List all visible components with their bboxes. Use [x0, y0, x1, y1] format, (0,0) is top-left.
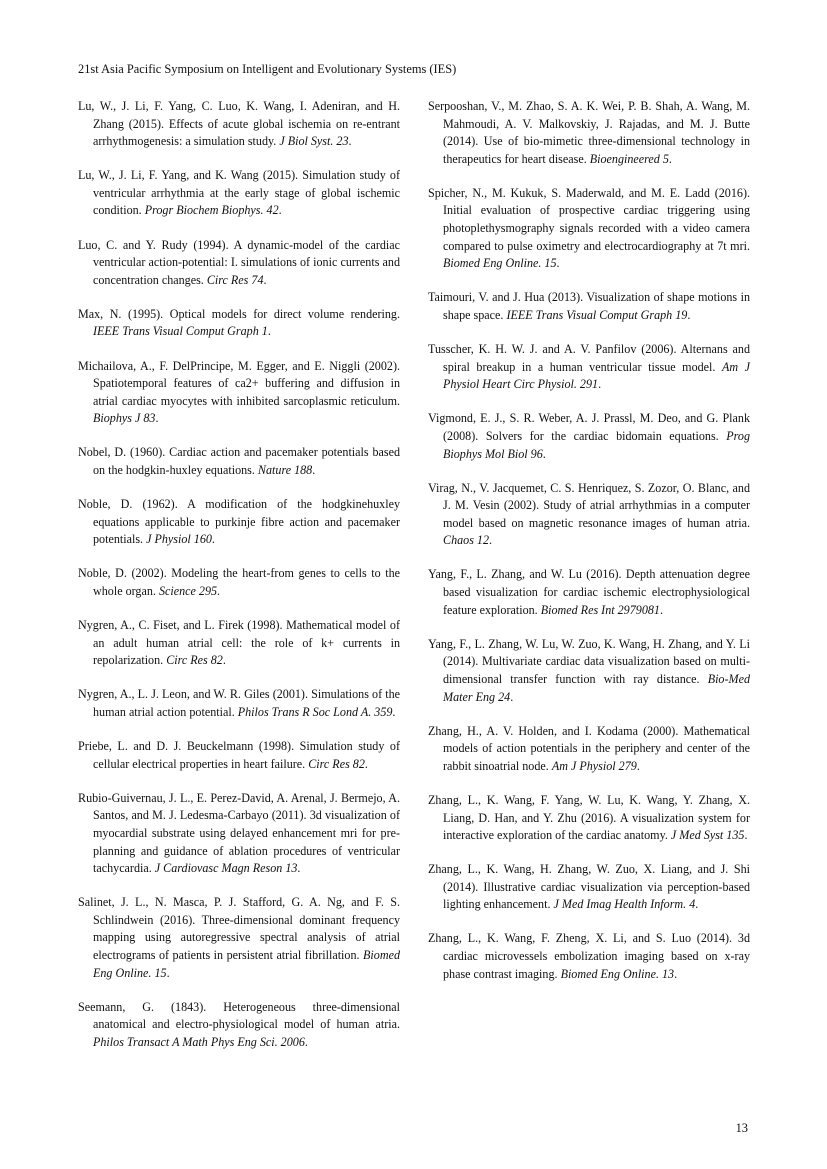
reference-text: Zhang, L., K. Wang, F. Yang, W. Lu, K. Wang, Y. Zhang, X. Liang, D. Han, and Y. Zhu (2016). A visualization system for interactive exploration of the cardiac anatomy.: [428, 792, 750, 843]
reference-end: .: [348, 134, 352, 149]
reference-entry: [428, 410, 750, 463]
reference-venue: Biomed Eng Online. 15: [443, 256, 557, 271]
reference-text: Salinet, J. L., N. Masca, P. J. Stafford, G. A. Ng, and F. S. Schlindwein (2016). Three-dimensional dominant frequency mapping using autoregressive spectral analysis of atrial electrograms of patients in persistent atrial fibrillation.: [78, 895, 400, 962]
reference-end: .: [263, 272, 267, 287]
reference-end: .: [489, 533, 493, 548]
reference-entry: [78, 894, 400, 982]
reference-entry: [428, 861, 750, 914]
reference-entry: [78, 738, 400, 773]
reference-venue: Biomed Res Int 2979081: [540, 602, 660, 617]
reference-text: Spicher, N., M. Kukuk, S. Maderwald, and M. E. Ladd (2016). Initial evaluation of prospective cardiac triggering using photoplethysmography signals recorded with a video camera compared to pulse oximetry and electrocardiography at 7t mri.: [428, 185, 750, 253]
reference-text: Luo, C. and Y. Rudy (1994). A dynamic-model of the cardiac ventricular action-potential: I. simulations of ionic currents and concentration changes.: [78, 237, 400, 287]
reference-text: Tusscher, K. H. W. J. and A. V. Panfilov (2006). Alternans and spiral breakup in a human ventricular tissue model.: [428, 342, 750, 374]
reference-entry: [428, 98, 750, 168]
reference-end: .: [542, 446, 546, 461]
reference-text: Noble, D. (2002). Modeling the heart-from genes to cells to the whole organ.: [78, 566, 400, 598]
reference-venue: Philos Transact A Math Phys Eng Sci. 2006: [93, 1034, 305, 1049]
reference-venue: Progr Biochem Biophys. 42: [144, 203, 279, 218]
reference-venue: J Med Syst 135: [670, 828, 745, 843]
reference-venue: Biomed Eng Online. 13: [560, 966, 675, 981]
reference-entry: [78, 98, 400, 151]
reference-text: Yang, F., L. Zhang, W. Lu, W. Zuo, K. Wang, H. Zhang, and Y. Li (2014). Multivariate cardiac data visualization based on multi-dimensional transfer function with ray distance.: [428, 636, 750, 686]
reference-entry: [428, 341, 750, 394]
reference-end: .: [278, 203, 282, 218]
reference-text: Lu, W., J. Li, F. Yang, and K. Wang (2015). Simulation study of ventricular arrhythmia at the early stage of global ischemic condition.: [78, 168, 400, 218]
reference-text: Zhang, H., A. V. Holden, and I. Kodama (2000). Mathematical models of action potentials in the periphery and center of the rabbit sinoatrial node.: [428, 723, 750, 773]
reference-venue: Am J Physiol Heart Circ Physiol. 291: [443, 359, 751, 392]
reference-text: Serpooshan, V., M. Zhao, S. A. K. Wei, P. B. Shah, A. Wang, M. Mahmoudi, A. V. Malkovskiy, J. Rajadas, and M. J. Butte (2014). Use of bio-mimetic three-dimensional technology in therapeutics for heart disease.: [428, 99, 750, 166]
reference-venue: Prog Biophys Mol Biol 96: [443, 428, 750, 461]
reference-venue: Science 295: [158, 583, 218, 598]
reference-end: .: [556, 256, 560, 271]
reference-venue: Circ Res 74: [206, 272, 264, 287]
reference-entry: [428, 723, 750, 776]
reference-entry: [78, 790, 400, 878]
reference-text: Lu, W., J. Li, F. Yang, C. Luo, K. Wang, I. Adeniran, and H. Zhang (2015). Effects of acute global ischemia on re-entrant arrhythmogenesis: a simulation study.: [78, 99, 400, 149]
reference-entry: [78, 686, 400, 721]
reference-venue: J Biol Syst. 23: [279, 134, 349, 149]
reference-venue: Am J Physiol 279: [551, 758, 637, 773]
reference-venue: Circ Res 82: [166, 653, 223, 668]
reference-entry: [78, 358, 400, 428]
reference-text: Vigmond, E. J., S. R. Weber, A. J. Prassl, M. Deo, and G. Plank (2008). Solvers for the cardiac bidomain equations.: [428, 411, 750, 443]
reference-entry: [78, 617, 400, 670]
reference-text: Noble, D. (1962). A modification of the hodgkinehuxley equations applicable to purkinje fibre action and pacemaker potentials.: [78, 497, 400, 547]
reference-venue: Chaos 12: [443, 533, 490, 548]
reference-venue: Bio-Med Mater Eng 24: [443, 671, 750, 704]
reference-entry: [78, 237, 400, 290]
reference-text: Nobel, D. (1960). Cardiac action and pacemaker potentials based on the hodgkin-huxley equations.: [78, 445, 400, 477]
page-number: 13: [735, 1121, 748, 1135]
reference-end: .: [744, 828, 748, 843]
reference-text: Zhang, L., K. Wang, F. Zheng, X. Li, and S. Luo (2014). 3d cardiac microvessels embolization imaging based on x-ray phase contrast imaging.: [428, 931, 750, 981]
reference-entry: [428, 566, 750, 619]
reference-venue: IEEE Trans Visual Comput Graph 19: [506, 307, 688, 322]
reference-end: .: [364, 756, 368, 771]
reference-end: .: [674, 966, 678, 981]
reference-text: Max, N. (1995). Optical models for direct volume rendering.: [78, 306, 400, 321]
reference-text: Yang, F., L. Zhang, and W. Lu (2016). Depth attenuation degree based visualization for cardiac ischemic electrophysiological feature exploration.: [428, 567, 750, 617]
reference-end: .: [304, 1034, 308, 1049]
reference-text: Zhang, L., K. Wang, H. Zhang, W. Zuo, X. Liang, and J. Shi (2014). Illustrative cardiac visualization via perception-based lighting enhancement.: [428, 862, 750, 912]
reference-venue: Bioengineered 5: [589, 151, 669, 166]
page-header: 21st Asia Pacific Symposium on Intelligent and Evolutionary Systems (IES): [78, 62, 457, 76]
reference-end: .: [217, 583, 221, 598]
reference-end: .: [267, 324, 271, 339]
reference-end: .: [392, 704, 396, 719]
reference-entry: [428, 792, 750, 845]
reference-end: .: [166, 965, 170, 980]
reference-end: .: [636, 758, 640, 773]
reference-text: Michailova, A., F. DelPrincipe, M. Egger, and E. Niggli (2002). Spatiotemporal features of ca2+ buffering and diffusion in atrial cardiac myocytes with inhibited sarcoplasmic reticulum.: [78, 358, 400, 408]
reference-venue: IEEE Trans Visual Comput Graph 1: [93, 324, 268, 339]
reference-entry: [78, 444, 400, 479]
reference-venue: Philos Trans R Soc Lond A. 359: [237, 704, 393, 719]
reference-text: Taimouri, V. and J. Hua (2013). Visualization of shape motions in shape space.: [428, 290, 750, 322]
reference-text: Rubio-Guivernau, J. L., E. Perez-David, A. Arenal, J. Bermejo, A. Santos, and M. J. Ledesma-Carbayo (2011). 3d visualization of myocardial substrate using delayed enhancement mri for pre-planning and guidance of ablation procedures of ventricular tachycardia.: [78, 790, 400, 876]
reference-end: .: [222, 653, 226, 668]
reference-end: .: [297, 861, 301, 876]
reference-venue: Biomed Eng Online. 15: [93, 947, 400, 980]
reference-entry: [428, 289, 750, 324]
reference-venue: J Med Imag Health Inform. 4: [553, 897, 696, 912]
reference-text: Seemann, G. (1843). Heterogeneous three-dimensional anatomical and electro-physiological model of human atria.: [78, 999, 400, 1032]
reference-end: .: [312, 463, 316, 477]
references-right-column: [428, 98, 750, 1000]
reference-entry: [78, 999, 400, 1052]
reference-end: .: [668, 151, 672, 166]
reference-entry: [428, 636, 750, 706]
reference-venue: Biophys J 83: [93, 411, 156, 426]
reference-entry: [78, 306, 400, 341]
reference-entry: [78, 496, 400, 549]
reference-venue: Nature 188: [257, 463, 313, 477]
reference-entry: [78, 565, 400, 600]
reference-end: .: [659, 602, 663, 617]
reference-end: .: [687, 307, 691, 322]
reference-venue: Circ Res 82: [308, 756, 365, 771]
reference-entry: [428, 185, 750, 273]
reference-end: .: [155, 411, 159, 426]
reference-text: Virag, N., V. Jacquemet, C. S. Henriquez, S. Zozor, O. Blanc, and J. M. Vesin (2002). Study of atrial arrhythmias in a computer model based on magnetic resonance images of human atria.: [428, 480, 750, 530]
reference-entry: [428, 480, 750, 550]
reference-venue: J Physiol 160: [146, 532, 212, 547]
references-left-column: [78, 98, 400, 1068]
reference-entry: [78, 167, 400, 220]
reference-text: Nygren, A., C. Fiset, and L. Firek (1998). Mathematical model of an adult human atrial cell: the role of k+ currents in repolarization.: [78, 618, 400, 668]
reference-text: Nygren, A., L. J. Leon, and W. R. Giles (2001). Simulations of the human atrial action potential.: [78, 687, 400, 719]
reference-end: .: [211, 532, 215, 547]
reference-text: Priebe, L. and D. J. Beuckelmann (1998). Simulation study of cellular electrical properties in heart failure.: [78, 739, 400, 771]
reference-end: .: [598, 377, 602, 392]
reference-end: .: [695, 897, 699, 912]
reference-venue: J Cardiovasc Magn Reson 13: [154, 861, 298, 876]
reference-end: .: [510, 689, 514, 704]
reference-entry: [428, 930, 750, 983]
